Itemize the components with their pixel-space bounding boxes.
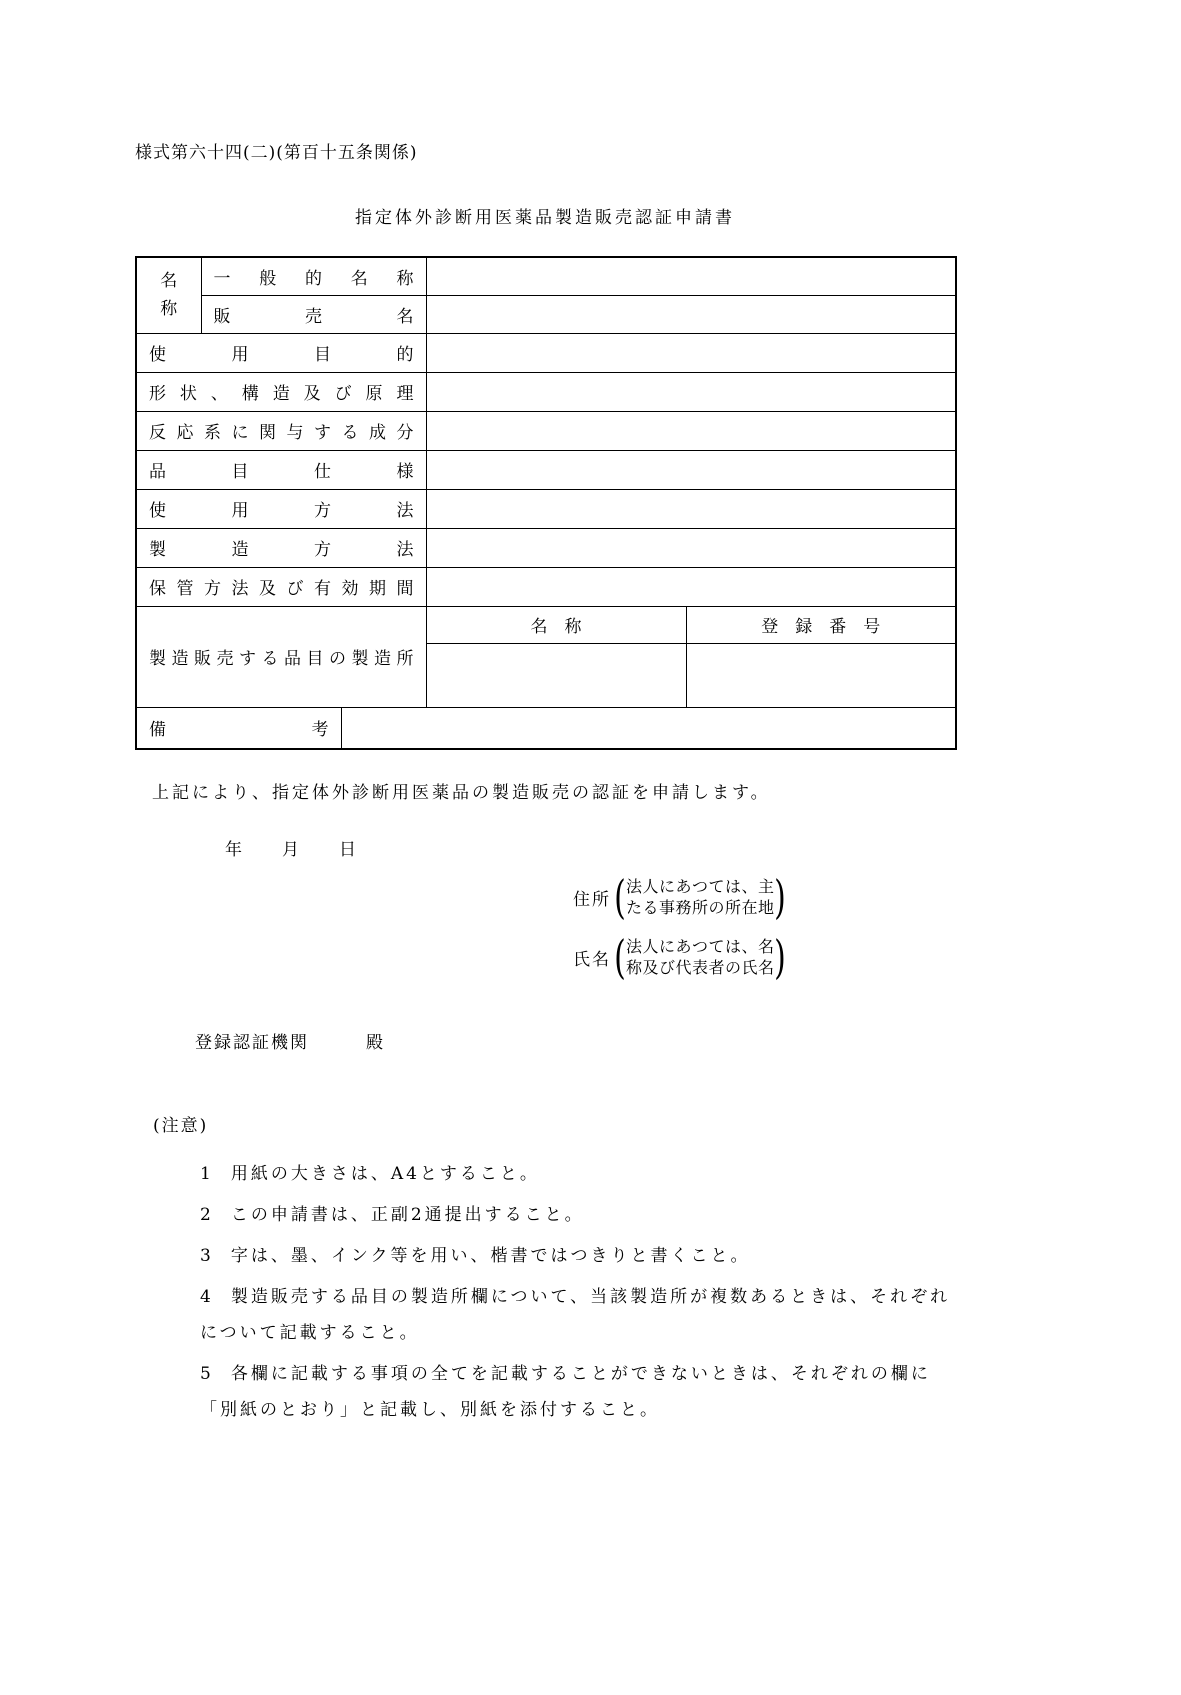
row-manufacturing-method <box>136 528 956 567</box>
note-number: 2 <box>200 1205 214 1225</box>
row-intended-use <box>136 333 956 372</box>
note-item-2 <box>200 1197 955 1233</box>
name-group-label: 名称 <box>160 271 178 320</box>
site-registration-number-value-cell <box>686 643 956 707</box>
intended-use-label: 使用目的 <box>136 333 426 372</box>
form-title: 指定体外診断用医薬品製造販売認証申請書 <box>355 208 735 228</box>
site-name-value-cell <box>426 643 686 707</box>
note-text: この申請書は、正副2通提出すること。 <box>230 1205 585 1225</box>
address-close-paren: ) <box>774 870 787 924</box>
brand-name-label: 販売名 <box>201 295 426 333</box>
address-note <box>626 876 775 918</box>
intended-use-value-cell <box>426 333 956 372</box>
generic-name-value-cell <box>426 257 956 295</box>
note-item-1 <box>200 1156 955 1192</box>
name-group-label-cell <box>136 257 201 333</box>
address-label: 住所 <box>573 889 611 910</box>
row-remarks <box>136 707 956 749</box>
notes-list <box>200 1156 955 1428</box>
name-note-line2: 称及び代表者の氏名 <box>625 958 775 977</box>
reaction-components-value-cell <box>426 411 956 450</box>
note-number: 1 <box>200 1164 214 1184</box>
note-number: 3 <box>200 1246 214 1266</box>
usage-method-label: 使用方法 <box>136 489 426 528</box>
generic-name-label: 一般的名称 <box>201 257 426 295</box>
storage-validity-value-cell <box>426 567 956 606</box>
row-item-spec <box>136 450 956 489</box>
row-shape-structure-principle <box>136 372 956 411</box>
shape-structure-principle-label: 形状、構造及び原理 <box>136 372 426 411</box>
note-text: 用紙の大きさは、A4とすること。 <box>230 1164 540 1184</box>
site-registration-number-header: 登 録 番 号 <box>686 606 956 643</box>
site-name-header: 名 称 <box>426 606 686 643</box>
manufacturing-method-value-cell <box>426 528 956 567</box>
application-statement: 上記により、指定体外診断用医薬品の製造販売の認証を申請します。 <box>152 783 771 803</box>
name-note <box>626 936 775 978</box>
item-spec-value-cell <box>426 450 956 489</box>
name-close-paren: ) <box>774 930 787 984</box>
row-reaction-components <box>136 411 956 450</box>
item-spec-label: 品目仕様 <box>136 450 426 489</box>
brand-name-value-cell <box>426 295 956 333</box>
address-note-line2: たる事務所の所在地 <box>625 898 775 917</box>
row-brand-name <box>136 295 956 333</box>
remarks-value-cell <box>341 707 956 749</box>
note-number: 5 <box>200 1364 214 1384</box>
note-number: 4 <box>200 1287 214 1307</box>
manufacturing-sites-label: 製造販売する品目の製造所 <box>136 606 426 707</box>
storage-validity-label: 保管方法及び有効期間 <box>136 567 426 606</box>
manufacturing-method-label: 製造方法 <box>136 528 426 567</box>
address-open-paren: ( <box>614 870 626 924</box>
note-item-5 <box>200 1356 955 1428</box>
name-open-paren: ( <box>614 930 626 984</box>
note-text: 字は、墨、インク等を用い、楷書ではつきりと書くこと。 <box>230 1246 751 1266</box>
row-usage-method <box>136 489 956 528</box>
address-note-line1: 法人にあつては、主 <box>625 877 775 896</box>
name-block <box>573 930 955 984</box>
usage-method-value-cell <box>426 489 956 528</box>
row-site-headers <box>136 606 956 643</box>
remarks-label: 備考 <box>136 707 341 749</box>
row-generic-name <box>136 257 956 295</box>
notes-heading: (注意) <box>153 1116 209 1136</box>
note-item-3 <box>200 1238 955 1274</box>
address-block <box>573 870 955 924</box>
date-line: 年 月 日 <box>225 840 358 860</box>
name-note-line1: 法人にあつては、名 <box>625 937 775 956</box>
note-item-4 <box>200 1279 955 1351</box>
name-label: 氏名 <box>573 949 611 970</box>
reaction-components-label: 反応系に関与する成分 <box>136 411 426 450</box>
recipient-line: 登録認証機関 殿 <box>195 1033 385 1053</box>
row-storage-validity <box>136 567 956 606</box>
form-number: 様式第六十四(二)(第百十五条関係) <box>135 143 418 163</box>
note-text: 製造販売する品目の製造所欄について、当該製造所が複数あるときは、それぞれについて記載すること。 <box>200 1287 951 1343</box>
application-table <box>135 256 957 750</box>
note-text: 各欄に記載する事項の全てを記載することができないときは、それぞれの欄に「別紙のとおり」と記載し、別紙を添付すること。 <box>200 1364 931 1420</box>
shape-structure-principle-value-cell <box>426 372 956 411</box>
